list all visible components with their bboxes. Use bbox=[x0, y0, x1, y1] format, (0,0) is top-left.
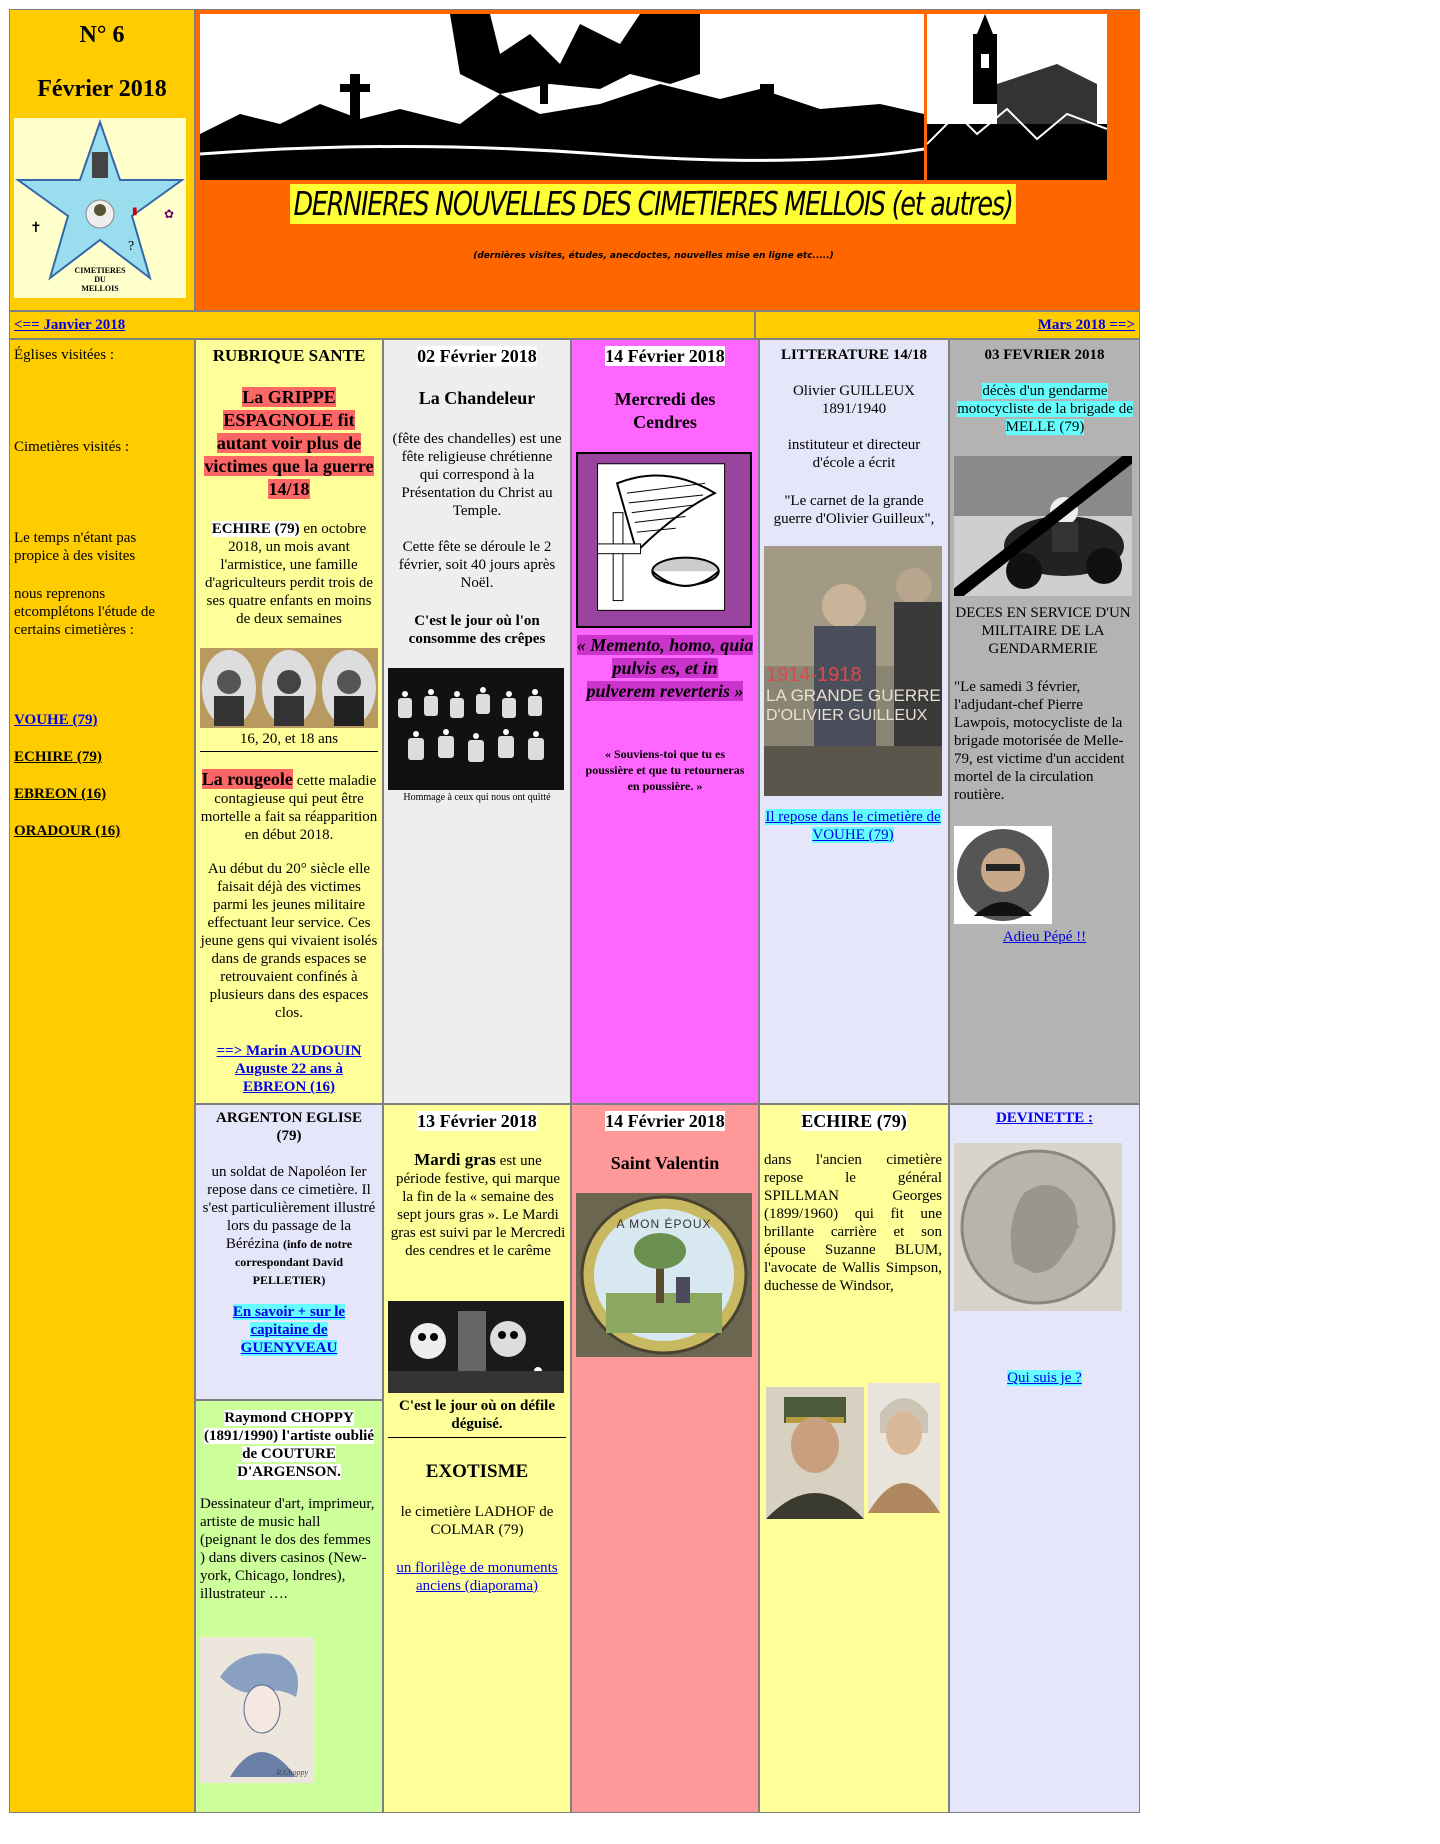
choppy-heading: Raymond CHOPPY (1891/1990) l'artiste oublié de COUTURE D'ARGENSON. bbox=[204, 1410, 374, 1480]
mardigras-column bbox=[383, 1104, 571, 1813]
logo-text-3: MELLOIS bbox=[81, 284, 119, 293]
audouin-link[interactable]: ==> Marin AUDOUIN Auguste 22 ans à EBREON (16) bbox=[216, 1043, 362, 1095]
issue-box bbox=[9, 9, 195, 311]
general-spillman-image bbox=[766, 1387, 864, 1519]
svg-text:✿: ✿ bbox=[164, 207, 175, 221]
plaque-text: A MON ÉPOUX bbox=[616, 1217, 712, 1231]
qui-suis-je-label[interactable]: Qui suis je ? bbox=[1007, 1370, 1082, 1386]
cendres-date: 14 Février 2018 bbox=[605, 346, 725, 366]
guilleux-years: 1891/1940 bbox=[821, 401, 887, 417]
argenton-info: (info de notre correspondant David PELLETIER) bbox=[234, 1237, 353, 1287]
candles-caption: Hommage à ceux qui nous ont quitté bbox=[403, 792, 551, 803]
cendres-title: Mercredi des Cendres bbox=[614, 389, 716, 432]
medallion-image bbox=[954, 1143, 1122, 1311]
churches-label: Églises visitées : bbox=[14, 347, 114, 363]
qui-suis-je-link[interactable] bbox=[950, 1369, 1139, 1387]
ladhof-text: le cimetière LADHOF de COLMAR (79) bbox=[400, 1504, 554, 1538]
echire-column bbox=[759, 1104, 949, 1813]
crepes-text: C'est le jour où l'on consomme des crêpes bbox=[408, 613, 546, 647]
valentin-column bbox=[571, 1104, 759, 1813]
gendarme-title: DECES EN SERVICE D'UN MILITAIRE DE LA GENDARMERIE bbox=[955, 605, 1131, 657]
litterature-heading: LITTERATURE 14/18 bbox=[780, 347, 927, 363]
banner-title-suffix: (et autres) bbox=[892, 184, 1014, 223]
plaque-image bbox=[576, 1193, 752, 1357]
sidebar-link-oradour[interactable]: ORADOUR (16) bbox=[14, 823, 121, 839]
chandeleur-text-2: Cette fête se déroule le 2 février, soit 40 jours après Noël. bbox=[398, 539, 556, 591]
logo-text-1: CIMETIERES bbox=[74, 266, 126, 275]
valentin-title: Saint Valentin bbox=[610, 1153, 720, 1173]
nav-next-cell bbox=[755, 311, 1140, 339]
disguise-text: C'est le jour où on défile déguisé. bbox=[399, 1398, 555, 1432]
gendarme-highlight: décès d'un gendarme motocycliste de la brigade de MELLE (79) bbox=[957, 383, 1133, 435]
sidebar-link-vouhe[interactable]: VOUHE (79) bbox=[14, 712, 98, 728]
rougeole-text: cette maladie contagieuse qui peut être mortelle a fait sa réapparition en début 2018. bbox=[200, 773, 378, 843]
litterature-column bbox=[759, 339, 949, 1104]
chandeleur-column bbox=[383, 339, 571, 1104]
logo-star bbox=[14, 118, 186, 298]
sidebar bbox=[9, 339, 195, 1813]
svg-text:▮: ▮ bbox=[132, 206, 138, 217]
guilleux-job: instituteur et directeur d'école a écrit bbox=[787, 437, 921, 471]
chandeleur-date: 02 Février 2018 bbox=[417, 346, 537, 366]
banner-subtitle: (dernières visites, études, anecdoctes, nouvelles mise en ligne etc.....) bbox=[473, 251, 834, 261]
mardigras-text: est une période festive, qui marque la fin de la « semaine des sept jours gras ». Le Mardi gras est suivi par le Mercredi des cendres et le carême bbox=[390, 1153, 566, 1259]
nav-prev-cell bbox=[9, 311, 755, 339]
book-cover-image bbox=[764, 546, 942, 796]
cover-line2: LA GRANDE GUERRE bbox=[766, 686, 941, 705]
choppy-text: Dessinateur d'art, imprimeur, artiste de music hall (peignant le dos des femmes ) dans divers casinos (New-york, Chicago, londres), illustrateur …. bbox=[200, 1496, 375, 1602]
prev-month-link[interactable]: <== Janvier 2018 bbox=[14, 317, 126, 333]
cemeteries-label: Cimetières visités : bbox=[14, 439, 129, 455]
guilleux-name: Olivier GUILLEUX bbox=[792, 383, 916, 399]
cendres-translation: « Souviens-toi que tu es poussière et que tu retourneras en poussière. » bbox=[585, 747, 745, 793]
grippe-title: La GRIPPE ESPAGNOLE fit autant voir plus de victimes que la guerre 14/18 bbox=[204, 387, 374, 499]
choppy-drawing-image bbox=[200, 1637, 314, 1783]
mardigras-date: 13 Février 2018 bbox=[417, 1111, 537, 1131]
banner bbox=[195, 9, 1140, 311]
rougeole-century: Au début du 20° siècle elle faisait déjà des victimes parmi les jeunes militaire effectuant leur service. Ces jeune gens qui vivaient isolés dans de grands espaces se retrouvaient confinés à plusieurs dans des espaces clos. bbox=[200, 861, 378, 1021]
argenton-text: un soldat de Napoléon Ier repose dans ce cimetière. Il s'est particulièrement illustré lors du passage de la Bérézina bbox=[202, 1164, 376, 1252]
adieu-pepe-link[interactable]: Adieu Pépé !! bbox=[1002, 929, 1087, 945]
ages-caption: 16, 20, et 18 ans bbox=[239, 731, 339, 747]
choppy-column bbox=[195, 1400, 383, 1813]
diaporama-link[interactable]: un florilège de monuments anciens (diaporama) bbox=[396, 1560, 558, 1594]
argenton-column bbox=[195, 1104, 383, 1400]
guilleux-book: "Le carnet de la grande guerre d'Olivier Guilleux", bbox=[773, 493, 935, 527]
next-month-link[interactable]: Mars 2018 ==> bbox=[1037, 317, 1135, 333]
sidebar-link-ebreon[interactable]: EBREON (16) bbox=[14, 786, 107, 802]
gendarme-date: 03 FEVRIER 2018 bbox=[984, 347, 1105, 363]
cover-line3: D'OLIVIER GUILLEUX bbox=[766, 707, 928, 724]
palm-ashes-image bbox=[576, 452, 752, 628]
echire-heading: ECHIRE (79) bbox=[801, 1111, 907, 1131]
cemetery-silhouette-image bbox=[200, 14, 924, 180]
choppy-signature: R.Choppy bbox=[276, 1768, 308, 1777]
chandeleur-text-1: (fête des chandelles) est une fête religieuse chrétienne qui correspond à la Présentation du Christ au Temple. bbox=[392, 431, 562, 519]
suzanne-blum-image bbox=[868, 1383, 940, 1513]
sante-echire-text: en octobre 2018, un mois avant l'armistice, une famille d'agriculteurs perdit trois de ses quatre enfants en moins de deux semaines bbox=[204, 521, 374, 627]
carnival-image bbox=[388, 1301, 564, 1393]
echire-text: dans l'ancien cimetière repose le général SPILLMAN Georges (1899/1960) qui fit une brillante carrière et son épouse Suzanne BLUM, l'avocate de Wallis Simpson, duchesse de Windsor, bbox=[764, 1152, 942, 1294]
valentin-date: 14 Février 2018 bbox=[605, 1111, 725, 1131]
guenyveau-link[interactable]: En savoir + sur le capitaine de GUENYVEAU bbox=[232, 1304, 346, 1356]
chandeleur-title: La Chandeleur bbox=[418, 388, 536, 408]
issue-date: Février 2018 bbox=[37, 76, 167, 102]
logo-text-2: DU bbox=[94, 275, 106, 284]
gendarme-column bbox=[949, 339, 1140, 1104]
weather-text: Le temps n'étant pas propice à des visites bbox=[14, 530, 137, 564]
candles-image bbox=[388, 668, 564, 790]
motorcycle-image bbox=[954, 456, 1132, 596]
church-image bbox=[927, 14, 1107, 180]
devinette-column bbox=[949, 1104, 1140, 1813]
three-portraits-image bbox=[200, 648, 378, 728]
cover-line1: 1914-1918 bbox=[766, 664, 862, 686]
banner-title-main: DERNIERES NOUVELLES DES CIMETIERES MELLOIS bbox=[293, 184, 886, 223]
sante-heading: RUBRIQUE SANTE bbox=[212, 346, 366, 365]
study-text: nous reprenons etcomplétons l'étude de certains cimetières : bbox=[14, 586, 155, 638]
banner-title bbox=[196, 184, 1111, 224]
exotisme-heading: EXOTISME bbox=[425, 1461, 529, 1482]
rougeole-title: La rougeole bbox=[201, 769, 293, 789]
issue-number: N° 6 bbox=[79, 22, 125, 48]
gendarme-text: "Le samedi 3 février, l'adjudant-chef Pierre Lawpois, motocycliste de la brigade motorisée de Melle-79, est victime d'un accident mortel de la circulation routière. bbox=[954, 679, 1125, 803]
svg-text:?: ? bbox=[128, 239, 135, 254]
cendres-column bbox=[571, 339, 759, 1104]
mardigras-title: Mardi gras bbox=[414, 1150, 496, 1169]
argenton-heading: ARGENTON EGLISE (79) bbox=[215, 1110, 362, 1144]
sante-echire: ECHIRE (79) bbox=[211, 521, 300, 537]
portrait-pepe-image bbox=[954, 826, 1052, 924]
vouhe-rest-link[interactable]: Il repose dans le cimetière de VOUHE (79) bbox=[765, 809, 941, 843]
sidebar-link-echire[interactable]: ECHIRE (79) bbox=[14, 749, 102, 765]
sante-column bbox=[195, 339, 383, 1104]
cendres-latin: « Memento, homo, quia pulvis es, et in pulverem reverteris » bbox=[576, 635, 754, 701]
svg-text:✝: ✝ bbox=[30, 221, 42, 236]
devinette-link[interactable]: DEVINETTE : bbox=[995, 1110, 1094, 1126]
